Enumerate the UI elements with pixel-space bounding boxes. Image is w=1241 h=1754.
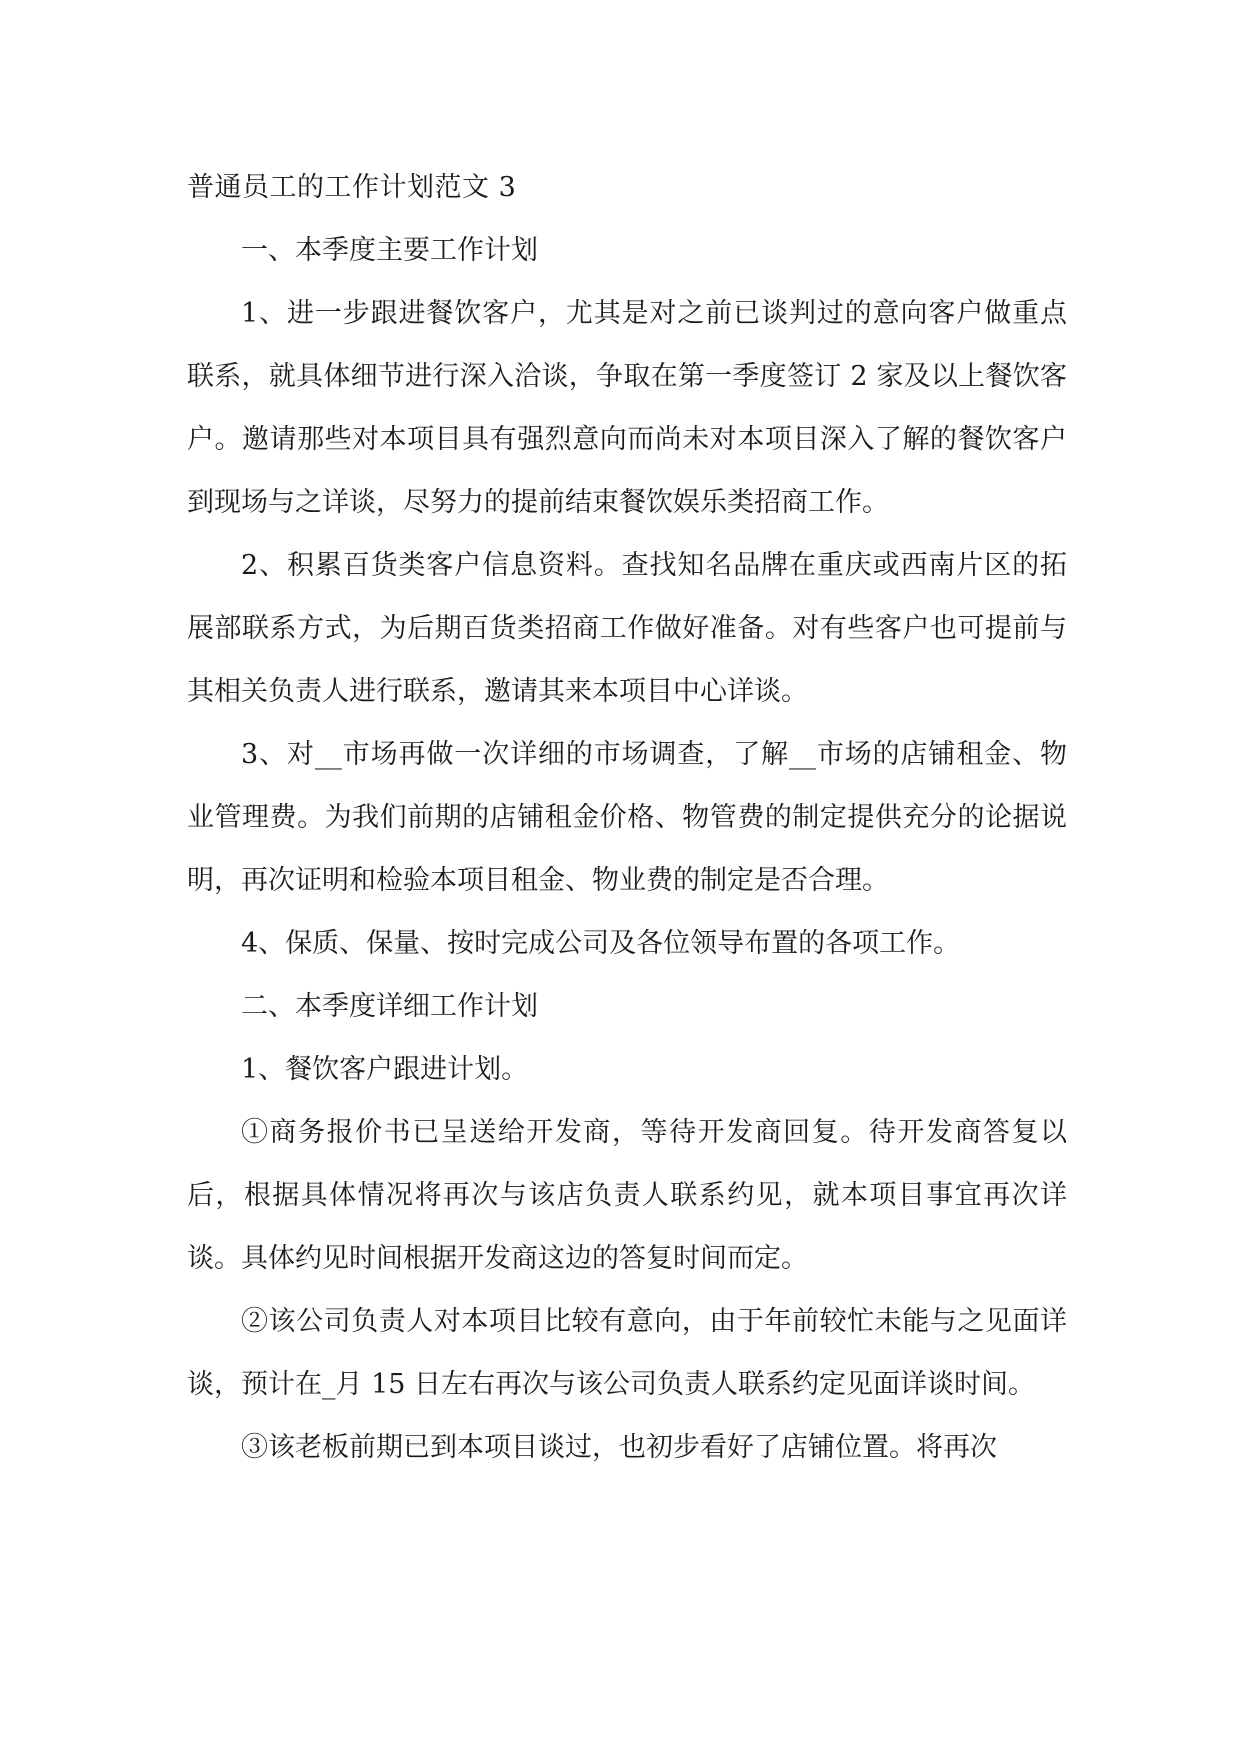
paragraph: 2、积累百货类客户信息资料。查找知名品牌在重庆或西南片区的拓展部联系方式，为后期百货类招商工作做好准备。对有些客户也可提前与其相关负责人进行联系，邀请其来本项目中心详谈。 [187, 550, 1067, 707]
paragraph: ③该老板前期已到本项目谈过，也初步看好了店铺位置。将再次 [241, 1432, 997, 1463]
paragraph: 1、进一步跟进餐饮客户，尤其是对之前已谈判过的意向客户做重点联系，就具体细节进行深入洽谈，争取在第一季度签订 2 家及以上餐饮客户。邀请那些对本项目具有强烈意向而尚未对本项目深入了解的餐饮客户到现场与之详谈，尽努力的提前结束餐饮娱乐类招商工作。 [187, 298, 1067, 518]
paragraph: ②该公司负责人对本项目比较有意向，由于年前较忙未能与之见面详谈，预计在_月 15 日左右再次与该公司负责人联系约定见面详谈时间。 [187, 1306, 1067, 1400]
document-body [187, 156, 1067, 1479]
paragraph: ①商务报价书已呈送给开发商，等待开发商回复。待开发商答复以后，根据具体情况将再次与该店负责人联系约见，就本项目事宜再次详谈。具体约见时间根据开发商这边的答复时间而定。 [187, 1117, 1067, 1274]
section-heading: 一、本季度主要工作计划 [241, 235, 538, 266]
paragraph: 4、保质、保量、按时完成公司及各位领导布置的各项工作。 [241, 928, 961, 959]
document-title: 普通员工的工作计划范文 3 [187, 172, 517, 203]
paragraph: 1、餐饮客户跟进计划。 [241, 1054, 529, 1085]
paragraph: 3、对__市场再做一次详细的市场调查，了解__市场的店铺租金、物业管理费。为我们前期的店铺租金价格、物管费的制定提供充分的论据说明，再次证明和检验本项目租金、物业费的制定是否合理。 [187, 739, 1067, 896]
section-heading: 二、本季度详细工作计划 [241, 991, 538, 1022]
